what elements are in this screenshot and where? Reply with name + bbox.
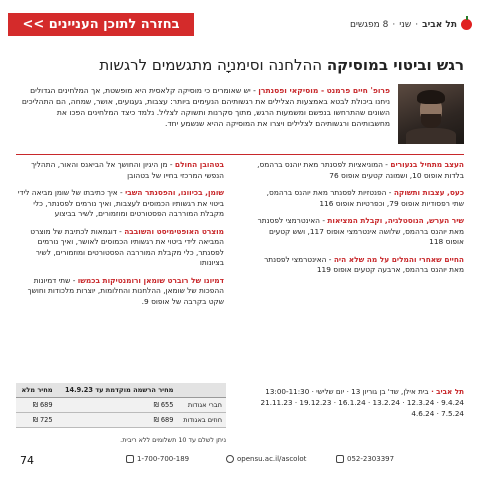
price-early: ₪ 655 bbox=[57, 398, 178, 413]
footer-phone-2-text: 1-700-700-189 bbox=[137, 455, 190, 463]
program-item bbox=[16, 276, 224, 308]
program-item bbox=[16, 160, 224, 181]
divider bbox=[16, 154, 464, 155]
program-title: בטהובן החולם bbox=[174, 160, 224, 169]
lecturer-separator: - bbox=[318, 86, 325, 95]
program-text: - מן היגיון והחושך אל הביאנס והאור, התהליך הנפשי המרכזי בחייו של בטהובן bbox=[31, 160, 224, 180]
program-item bbox=[256, 216, 464, 248]
payment-note: ניתן לשלם עד 10 תשלומים ללא ריבית. bbox=[120, 436, 226, 444]
program-item bbox=[256, 160, 464, 181]
price-header-cell: מחיר מלא bbox=[16, 383, 57, 398]
program-title: כעס, עצבות ותשוקה bbox=[393, 188, 464, 197]
lecturer-description: - יש שאומרים כי מוסיקה קלאסית היא מופשטת, אך המלחינים הגדולים ניחנו ביכולת לבטא באמצעות הצלילים את רגשותיהם הנעימים ביותר: עצבות, געגועים, אושר, שמחה, הם התהליכים השונים שהתרחשו בנפשם ומשמעות הרגש, מתוך סקרנות ותשוקה לצליל. נלמד כיצד המלחינים הפכו את מחשבותיהם ורגשותיהם לצלילים ויצרו את המוסיקה ההיא שנשמע יחד. bbox=[21, 86, 390, 128]
schedule-day-time: יום שלישי · 13:00-11:30 bbox=[265, 387, 345, 396]
footer-phone-1-text: 052-2303397 bbox=[347, 455, 395, 463]
table-row bbox=[16, 413, 226, 428]
program-text: - הפנטזיות לפסנתר מאת יוהנס ברהמס, שתי רפסודיות אופוס 79, וכפרטיות אופוס 116 bbox=[266, 188, 464, 208]
phone-icon bbox=[336, 455, 344, 463]
separator: · bbox=[415, 19, 419, 30]
price-full: ₪ 689 bbox=[16, 398, 57, 413]
schedule-block bbox=[256, 386, 464, 419]
program-title: שומן, בכיוונו, והפסנתר השבי bbox=[125, 188, 224, 197]
table-row bbox=[16, 398, 226, 413]
apple-icon bbox=[461, 19, 472, 30]
city-label: תל אביב bbox=[422, 19, 457, 30]
price-full: ₪ 725 bbox=[16, 413, 57, 428]
page-footer bbox=[16, 452, 464, 470]
footer-website[interactable] bbox=[226, 455, 306, 463]
price-row-label: חוזים באגודות bbox=[177, 413, 226, 428]
price-early: ₪ 689 bbox=[57, 413, 178, 428]
program-item bbox=[16, 227, 224, 269]
program-item bbox=[16, 188, 224, 220]
lecturer-bio bbox=[16, 85, 390, 129]
program-text: - האינטרמצי לפסנתר מאת יוהנס ברהמס, ארבעה קטעים אופוס 119 bbox=[264, 254, 464, 274]
price-header-cell bbox=[177, 383, 226, 398]
globe-icon bbox=[226, 455, 234, 463]
program-text: - שתי דמיונות ההפכות של שומאן, ההלחנות והחלומות, יוצרות מלכודות וחושך שקט בקרבה של אופוס 9. bbox=[27, 275, 224, 306]
back-to-contents-button[interactable]: בחזרה לתוכן העניינים >> bbox=[8, 13, 194, 36]
schedule-header: תל אביב · בית אילן, שד' בן גוריון 13 · יום שלישי · 13:00-11:30 bbox=[265, 387, 464, 396]
program-item bbox=[256, 255, 464, 276]
price-table-header bbox=[16, 383, 226, 398]
course-title-rest: ההלחנה וסימניָה מתגשמים לרגשות bbox=[99, 56, 323, 74]
page-header bbox=[8, 13, 472, 39]
price-table bbox=[16, 383, 226, 428]
program-title: מוצרט האופטימיסט והשובבה bbox=[124, 226, 224, 236]
price-row-label: חברי אגודות bbox=[177, 398, 226, 413]
breadcrumb bbox=[350, 19, 472, 30]
program-text: - האינטרמצי לפסנתר מאת יוהנס ברהמס, שלושה אינטרמצי אופוס 117, ושש קטעים אופוס 118 bbox=[257, 216, 464, 246]
lecturer-name: פרופ' חיים פרמנט bbox=[326, 86, 390, 95]
program-text: - איך כתיבתו של שומן מביאה לידי ביטוי את רגשותיו הכמוסים לעצבות, ואיך נורמים לפסנתר, כלי מקבלת המוררבה הפסטורטים ומוזמורים, לשיר בביצוע bbox=[17, 188, 224, 218]
schedule-venue: בית אילן, שד' בן גוריון 13 bbox=[351, 387, 429, 396]
programs-right-column bbox=[256, 160, 464, 283]
course-title bbox=[16, 56, 464, 74]
program-title: דמיונו של רוברט שומאן ורומנטיקות בכמשו bbox=[77, 275, 224, 285]
schedule-dates: 21.11.23 · 19.12.23 · 16.1.24 · 13.2.24 · 12.3.24 · 9.4.24 bbox=[260, 398, 464, 407]
program-item bbox=[256, 188, 464, 209]
program-text: - המוניאציות לפסנתר מאת יוהנס ברהמס, בלדות אופוס 10, ושמונה קטעים אופוס 76 bbox=[257, 160, 464, 180]
schedule-dates: 4.6.24 · 7.5.24 bbox=[411, 409, 464, 418]
program-title: העצב מתחיל בנעורים bbox=[390, 160, 464, 169]
page-number: 74 bbox=[20, 454, 34, 467]
lecturer-photo bbox=[398, 84, 464, 144]
separator: · bbox=[392, 19, 396, 30]
schedule-city: תל אביב bbox=[436, 387, 464, 396]
phone-icon bbox=[126, 455, 134, 463]
footer-phone-2[interactable] bbox=[126, 455, 189, 463]
day-label: שני bbox=[399, 19, 412, 30]
sessions-label: 8 מפגשים bbox=[349, 19, 389, 30]
program-title: שיר הערש, הנוסטלגיה, וקבלת המציאות bbox=[327, 216, 464, 225]
footer-phone-1[interactable] bbox=[336, 455, 394, 463]
course-title-bold: רגש וביטוי במוסיקה bbox=[326, 56, 464, 74]
programs-left-column bbox=[16, 160, 224, 314]
program-title: החיים שאחרי והמלים על מה שלא היה bbox=[333, 254, 464, 264]
lecturer-role: מוסיקאי ופסנתרן bbox=[258, 86, 319, 95]
footer-website-text: opensu.ac.il/ascolot bbox=[237, 455, 307, 463]
price-header-cell: מחיר הרשמה מוקדמת עד 14.9.23 bbox=[57, 383, 178, 398]
program-text: - דוגמאות לכתיבת של מוצרט המביאה לידי ביטוי את רגשותיו הכמוסים לאושר, ואיך נורמים לפסנתר, כלי מקבלת המוררבה הפסטורטים ומוזמורים, לשיר בציונותו bbox=[30, 226, 224, 267]
